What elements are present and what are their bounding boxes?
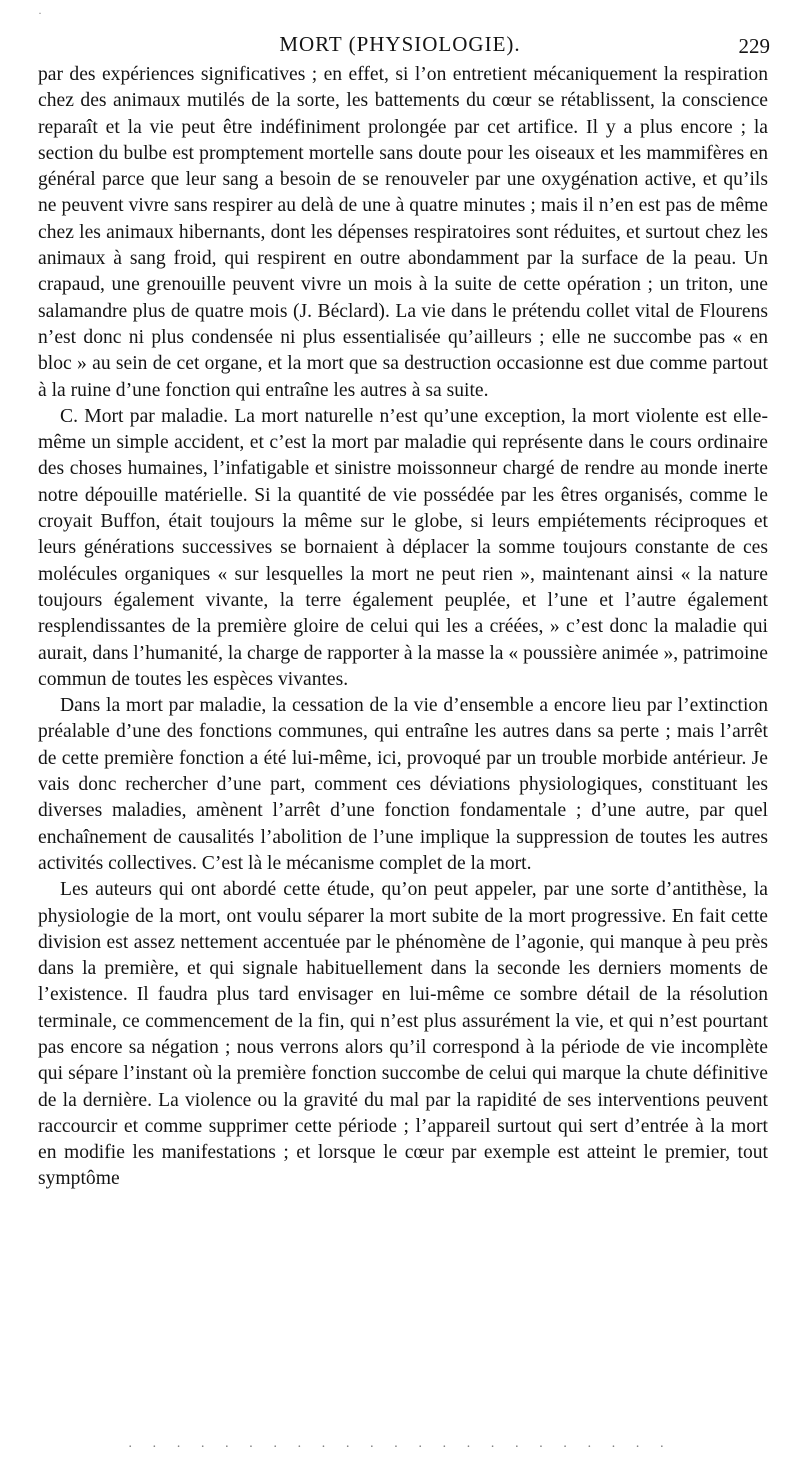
body-text bbox=[38, 62, 768, 1193]
paragraph-mort-par-maladie: C. Mort par maladie. La mort naturelle n’est qu’une exception, la mort violente est elle-même un simple accident, et c’est la mort par maladie qui représente dans le cours ordinaire des choses humaines, l’infatigable et sinistre moissonneur chargé de rendre au monde inerte notre dépouille matérielle. Si la quantité de vie possédée par les êtres organisés, comme le croyait Buffon, était toujours la même sur le globe, si leurs empiétements réciproques et leurs générations successives se bornaient à déplacer la somme toujours constante de ces molécules organiques « sur lesquelles la mort ne peut rien », maintenant ainsi « la nature toujours également vivante, la terre également peuplée, et l’une et l’autre également resplendissantes de la première gloire de celui qui les a créées, » c’est donc la maladie qui aurait, dans l’humanité, la charge de rapporter à la masse la « poussière animée », patrimoine commun de toutes les espèces vivantes. bbox=[38, 405, 768, 690]
running-title: MORT (PHYSIOLOGIE). bbox=[279, 32, 521, 56]
page-header bbox=[0, 28, 800, 58]
paragraph-physiologie-de-la-mort: Les auteurs qui ont abordé cette étude, qu’on peut appeler, par une sorte d’antithèse, la physiologie de la mort, ont voulu séparer la mort subite de la mort progressive. En fait cette division est assez nettement accentuée par le phénomène de l’agonie, qui manque à peu près dans la première, et qui signale habituellement dans la seconde les derniers moments de l’existence. Il faudra plus tard envisager en lui-même ce sombre détail de la résolution terminale, ce commencement de la fin, qui n’est plus assurément la vie, et qui n’est pourtant pas encore sa négation ; nous verrons alors qu’il correspond à la période de vie incomplète qui sépare l’instant où la première fonction succombe de celui qui marque la chute définitive de la dernière. La violence ou la gravité du mal par la rapidité de ses interventions peuvent raccourcir et comme supprimer cette période ; l’appareil surtout qui sert d’entrée à la mort en modifie les manifestations ; et lorsque le cœur par exemple est atteint le premier, tout symptôme bbox=[38, 879, 768, 1190]
paragraph-cessation: Dans la mort par maladie, la cessation de la vie d’ensemble a encore lieu par l’extinction préalable d’une des fonctions communes, qui entraîne les autres dans sa perte ; mais l’arrêt de cette première fonction a été lui-même, ici, provoqué par un trouble morbide antérieur. Je vais donc rechercher d’une part, comment ces déviations physiologiques, constituant les diverses maladies, amènent l’arrêt d’une fonction fondamentale ; d’une autre, par quel enchaînement de causalités l’abolition de l’une implique la suppression de toutes les autres activités collectives. C’est là le mécanisme complet de la mort. bbox=[38, 695, 768, 874]
page-number: 229 bbox=[738, 34, 770, 58]
footer-dots: · · · · · · · · · · · · · · · · · · · · · · · bbox=[127, 1440, 673, 1455]
margin-mark: · bbox=[38, 6, 42, 20]
paragraph-continuation: par des expériences significatives ; en effet, si l’on entretient mécaniquement la respiration chez des animaux mutilés de la sorte, les battements du cœur se rétablissent, la conscience reparaît et la vie peut être indéfiniment prolongée par cet artifice. Il y a plus encore ; la section du bulbe est promptement mortelle sans doute pour les oiseaux et les mammifères en général parce que leur sang a besoin de se renouveler par une oxygénation active, et qu’ils ne peuvent vivre sans respirer au delà de une à quatre minutes ; mais il n’en est pas de même chez les animaux hibernants, dont les dépenses respiratoires sont réduites, et surtout chez les animaux à sang froid, qui respirent en outre abondamment par la surface de la peau. Un crapaud, une grenouille peuvent vivre un mois à la suite de cette opération ; un triton, une salamandre plus de quatre mois (J. Béclard). La vie dans le prétendu collet vital de Flourens n’est donc ni plus condensée ni plus essentialisée qu’ailleurs ; elle ne succombe pas « en bloc » au sein de cet organe, et la mort que sa destruction occasionne est due comme partout à la ruine d’une fonction qui entraîne les autres à sa suite. bbox=[38, 64, 768, 401]
